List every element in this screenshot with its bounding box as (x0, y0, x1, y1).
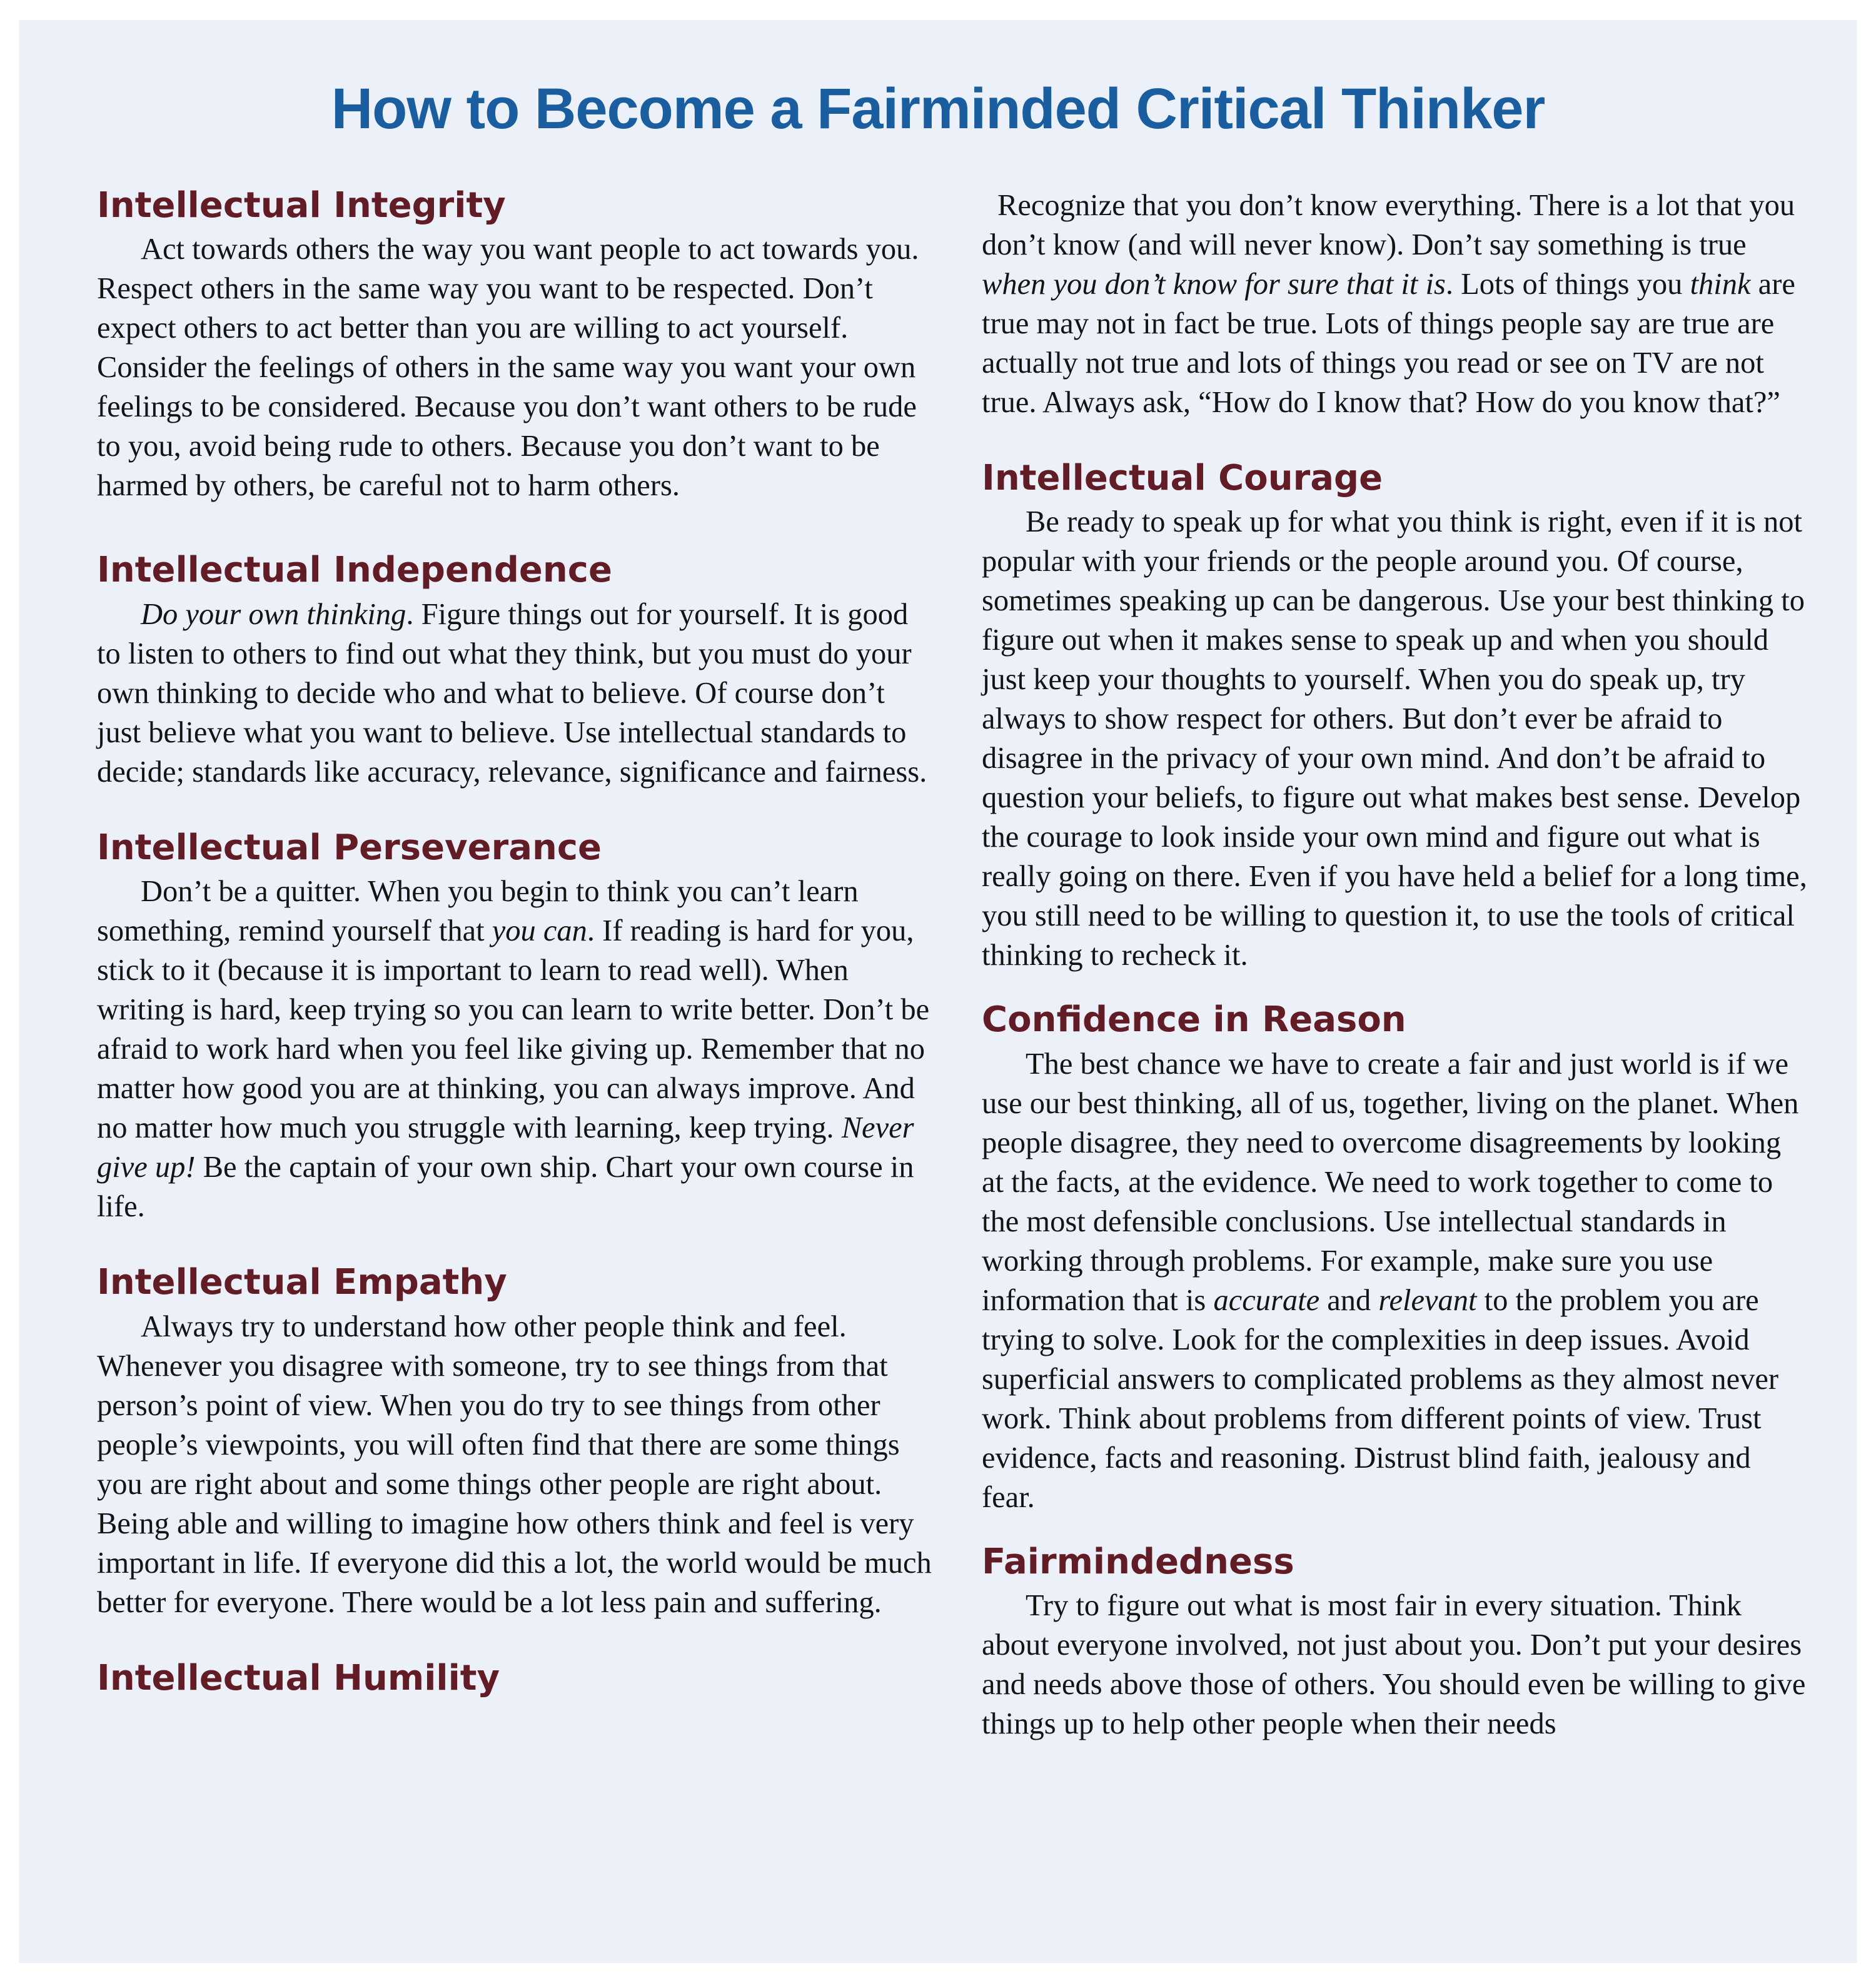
body-text: Recognize that you don’t know everything. There is a lot that you don’t know (and will never know). Don’t say something is true (982, 189, 1795, 261)
section-heading: Fairmindedness (982, 1541, 1294, 1582)
section-humility-continued (982, 186, 1807, 422)
section-body (982, 1044, 1807, 1517)
section-intellectual-humility (97, 1658, 935, 1698)
section-fairmindedness (982, 1542, 1807, 1743)
page-panel (19, 20, 1857, 1963)
page-title: How to Become a Fairminded Critical Thinker (331, 77, 1545, 141)
italic-text: you can (492, 914, 587, 948)
section-heading: Intellectual Integrity (97, 185, 506, 226)
section-heading: Intellectual Empathy (97, 1262, 507, 1303)
body-text: Don’t be a quitter. When you begin to think you can’t learn something, remind yourself that (97, 875, 859, 948)
body-text: . Lots of things you (1445, 268, 1690, 301)
italic-text: accurate (1213, 1283, 1320, 1317)
section-heading: Intellectual Perseverance (97, 827, 602, 868)
section-intellectual-independence (97, 550, 935, 791)
right-column (982, 186, 1807, 1743)
body-text: The best chance we have to create a fair and just world is if we use our best thinking, all of us, together, living on the planet. When people disagree, they need to overcome disagreements by looking at the facts, at the evidence. We need to work together to come to the most defensible conclusions. Use intellectual standards in working through problems. For example, make sure you use information that is (982, 1047, 1799, 1317)
italic-text: think (1690, 268, 1751, 301)
section-body: Act towards others the way you want people to act towards you. Respect others in the same way you want to be respected. Don’t expect others to act better than you are willing to act yourself. Consider the feelings of others in the same way you want your own feelings to be considered. Because you don’t want others to be rude to you, avoid being rude to others. Because you don’t want to be harmed by others, be careful not to harm others. (97, 233, 919, 503)
section-heading: Intellectual Independence (97, 550, 612, 591)
body-text: are true may not in fact be true. Lots of things people say are true are actually not true and lots of things you read or see on TV are not true. Always ask, “How do I know that? How do you know that?” (982, 268, 1795, 419)
body-text: Be the captain of your own ship. Chart your own course in life. (97, 1151, 914, 1224)
section-intellectual-empathy (97, 1263, 935, 1622)
body-text: . If reading is hard for you, stick to it (because it is important to learn to read well). When writing is hard, keep trying so you can learn to write better. Don’t be afraid to work hard when you feel like giving up. Remember that no matter how good you are at thinking, you can always improve. And no matter how much you struggle with learning, keep trying. (97, 914, 930, 1145)
section-body (982, 186, 1807, 422)
section-heading: Confidence in Reason (982, 999, 1406, 1041)
section-intellectual-integrity (97, 186, 935, 505)
section-body: Be ready to speak up for what you think is right, even if it is not popular with your friends or the people around you. Of course, sometimes speaking up can be dangerous. Use your best thinking to figure out when it makes sense to speak up and when you should just keep your thoughts to yourself. When you do speak up, try always to show respect for others. But don’t ever be afraid to disagree in the privacy of your own mind. And don’t be afraid to question your beliefs, to figure out what makes best sense. Develop the courage to look inside your own mind and figure out what is really going on there. Even if you have held a belief for a long time, you still need to be willing to question it, to use the tools of critical thinking to recheck it. (982, 505, 1807, 972)
italic-text: relevant (1378, 1283, 1477, 1317)
body-text: and (1319, 1283, 1379, 1317)
left-column (97, 186, 935, 1702)
section-body (97, 595, 935, 792)
italic-text: Do your own thinking (141, 597, 406, 631)
italic-text: Never give up! (97, 1111, 914, 1184)
section-confidence-in-reason (982, 1000, 1807, 1516)
section-heading: Intellectual Courage (982, 458, 1383, 498)
section-body: Try to figure out what is most fair in every situation. Think about everyone involved, not just about you. Don’t put your desires and needs above those of others. You should even be willing to give things up to help other people when their needs (982, 1589, 1806, 1741)
section-intellectual-courage (982, 458, 1807, 975)
section-body (97, 872, 935, 1226)
section-heading: Intellectual Humility (97, 1657, 500, 1698)
body-text: to the problem you are trying to solve. Look for the complexities in deep issues. Avoid superficial answers to complicated problems as they almost never work. Think about problems from different points of view. Trust evidence, facts and reasoning. Distrust blind faith, jealousy and fear. (982, 1283, 1779, 1514)
italic-text: when you don’t know for sure that it is (982, 268, 1446, 301)
body-text: . Figure things out for yourself. It is good to listen to others to find out what they think, but you must do your own thinking to decide who and what to believe. Of course don’t just believe what you want to believe. Use intellectual standards to decide; standards like accuracy, relevance, significance and fairness. (97, 597, 927, 789)
section-intellectual-perseverance (97, 828, 935, 1226)
section-body: Always try to understand how other people think and feel. Whenever you disagree with someone, try to see things from that person’s point of view. When you do try to see things from other people’s viewpoints, you will often find that there are some things you are right about and some things other people are right about. Being able and willing to imagine how others think and feel is very important in life. If everyone did this a lot, the world would be much better for everyone. There would be a lot less pain and suffering. (97, 1309, 932, 1619)
